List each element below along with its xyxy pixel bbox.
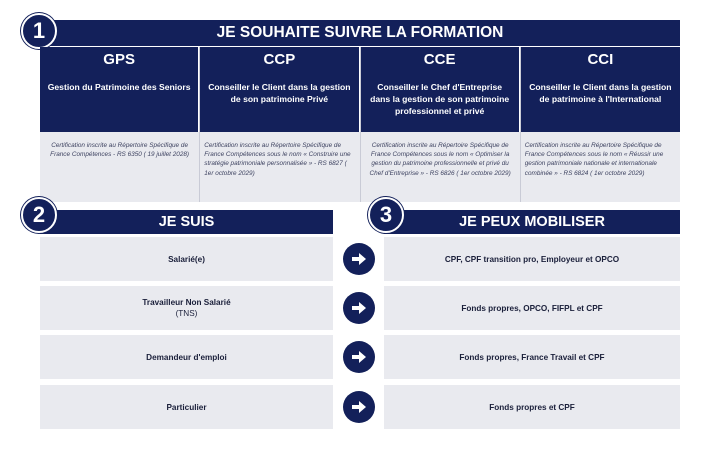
formation-title: Conseiller le Client dans la gestion de patrimoine à l'International bbox=[529, 82, 672, 104]
formation-code: CCP bbox=[263, 51, 296, 68]
status-cell[interactable] bbox=[40, 286, 333, 330]
funding-label: Fonds propres et CPF bbox=[489, 402, 575, 412]
funding-cell[interactable] bbox=[384, 335, 680, 379]
formation-code: CCI bbox=[587, 51, 614, 68]
formation-certification: Certification inscrite au Répertoire Spécifique de France Compétences sous le nom « Réussir une gestion patrimoniale nationale et internationale combinée » - RS 6824 ( 1er octobre 2029) bbox=[521, 132, 680, 202]
status-row-tns bbox=[40, 286, 680, 330]
arrow-right-icon bbox=[343, 243, 375, 275]
status-sublabel: (TNS) bbox=[175, 309, 198, 318]
status-row-demandeur bbox=[40, 335, 680, 379]
mobiliser-title: JE PEUX MOBILISER bbox=[459, 214, 605, 230]
funding-cell[interactable] bbox=[384, 385, 680, 429]
arrow-right-icon bbox=[343, 341, 375, 373]
je-suis-title: JE SUIS bbox=[158, 214, 215, 230]
formations-table bbox=[40, 47, 680, 202]
step-3-badge: 3 bbox=[368, 197, 404, 233]
status-label: Demandeur d'emploi bbox=[146, 352, 227, 362]
status-label: Travailleur Non Salarié bbox=[142, 298, 231, 307]
formation-code: GPS bbox=[103, 51, 135, 68]
funding-label: CPF, CPF transition pro, Employeur et OPCO bbox=[444, 254, 620, 264]
formation-certification: Certification inscrite au Répertoire Spécifique de France Compétences - RS 6350 ( 19 juillet 2028) bbox=[40, 132, 199, 202]
formation-banner-title: JE SOUHAITE SUIVRE LA FORMATION bbox=[216, 24, 504, 41]
status-cell[interactable] bbox=[40, 237, 333, 281]
formation-cce[interactable] bbox=[361, 47, 521, 202]
formation-header bbox=[361, 47, 520, 132]
status-label: Salarié(e) bbox=[168, 254, 205, 264]
formation-certification: Certification inscrite au Répertoire Spécifique de France Compétences sous le nom « Construire une stratégie patrimoniale personnalisée » - RS 6827 ( 1er octobre 2029) bbox=[200, 132, 359, 202]
formation-certification: Certification inscrite au Répertoire Spécifique de France Compétences sous le nom « Optimiser la gestion du patrimoine professionnelle et privé du Chef d'Entreprise » - RS 6826 ( 1er octobre 2029) bbox=[361, 132, 520, 202]
formation-title: Conseiller le Client dans la gestion de son patrimoine Privé bbox=[208, 82, 351, 104]
formation-header bbox=[200, 47, 359, 132]
formation-code: CCE bbox=[423, 51, 456, 68]
status-label: Particulier bbox=[166, 402, 207, 412]
formation-title: Gestion du Patrimoine des Seniors bbox=[47, 82, 191, 92]
formation-title: Conseiller le Chef d'Entreprise dans la gestion de son patrimoine professionnel et privé bbox=[370, 82, 510, 116]
je-suis-banner bbox=[40, 210, 333, 234]
arrow-right-icon bbox=[343, 391, 375, 423]
step-1-badge: 1 bbox=[21, 13, 57, 49]
formation-banner bbox=[40, 20, 680, 46]
funding-cell[interactable] bbox=[384, 286, 680, 330]
formation-gps[interactable] bbox=[40, 47, 200, 202]
funding-cell[interactable] bbox=[384, 237, 680, 281]
funding-label: Fonds propres, France Travail et CPF bbox=[459, 352, 605, 362]
step-2-badge: 2 bbox=[21, 197, 57, 233]
mobiliser-banner bbox=[384, 210, 680, 234]
formation-ccp[interactable] bbox=[200, 47, 360, 202]
status-cell[interactable] bbox=[40, 335, 333, 379]
funding-label: Fonds propres, OPCO, FIFPL et CPF bbox=[461, 303, 603, 313]
status-cell[interactable] bbox=[40, 385, 333, 429]
status-row-particulier bbox=[40, 385, 680, 429]
arrow-right-icon bbox=[343, 292, 375, 324]
status-row-salarie bbox=[40, 237, 680, 281]
formation-header bbox=[521, 47, 680, 132]
formation-cci[interactable] bbox=[521, 47, 680, 202]
formation-header bbox=[40, 47, 199, 132]
